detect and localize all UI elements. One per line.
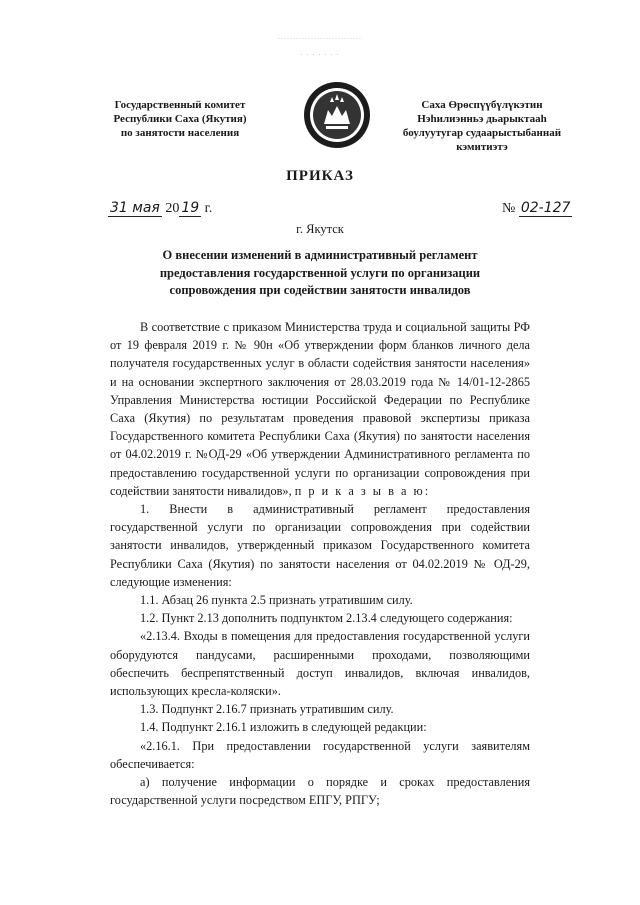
header-left-org — [80, 98, 280, 140]
header-right-line: боулуутугар судаарыстыбаннай — [402, 127, 562, 139]
body-paragraph: 1.2. Пункт 2.13 дополнить подпунктом 2.13.4 следующего содержания: — [140, 611, 513, 626]
body-paragraph — [110, 318, 530, 500]
body-paragraph: 1. Внести в административный регламент предоставления государственной услуги по организации сопровождения при содействии занятости инвалидов, утвержденный приказом Государственного комитета Республики Саха (Якутия) по занятости населения от 04.02.2019 № ОД-29, следующие изменения: — [110, 502, 530, 589]
order-body — [110, 318, 530, 809]
body-paragraph: 1.4. Подпункт 2.16.1 изложить в следующей редакции: — [140, 720, 427, 735]
body-paragraph: «2.13.4. Входы в помещения для предоставления государственной услуги оборудуются пандусами, расширенными проходами, позволяющими обеспечить беспрепятственный доступ инвалидов, включая инвалидов, использующих кресла-коляски». — [110, 629, 530, 699]
order-subject — [100, 247, 540, 300]
header-right-line: Саха Өрөспүүбүлүкэтин — [421, 99, 543, 111]
number-symbol: № — [502, 201, 516, 216]
coat-of-arms-emblem — [302, 80, 372, 150]
body-paragraph: а) получение информации о порядке и сроках предоставления государственной услуги посредством ЕПГУ, РПГУ; — [110, 775, 530, 808]
header-right-line: кэмитиэтэ — [456, 141, 508, 153]
faint-mark-second: . . . . . . . — [300, 48, 340, 57]
body-paragraph: 1.3. Подпункт 2.16.7 признать утратившим силу. — [140, 702, 394, 717]
order-verb: п р и к а з ы в а ю: — [294, 483, 431, 498]
body-paragraph: 1.1. Абзац 26 пункта 2.5 признать утратившим силу. — [140, 593, 413, 608]
faint-mark-top: ............................ — [278, 32, 362, 41]
date-year-suffix: 19 — [181, 200, 200, 216]
header-left-line: Республики Саха (Якутия) — [113, 113, 247, 125]
header-left-line: Государственный комитет — [114, 99, 246, 111]
subject-line: предоставления государственной услуги по организации — [159, 265, 481, 280]
subject-line: сопровождения при содействии занятости инвалидов — [169, 283, 471, 297]
document-type-title: ПРИКАЗ — [286, 168, 354, 184]
date-year-prefix: 20 — [165, 201, 180, 216]
header-right-line: Нэһилиэнньэ дьарыктааһ — [417, 113, 547, 125]
date-day-month: 31 мая — [110, 200, 160, 216]
header-right-org — [382, 98, 582, 154]
number-value: 02-127 — [520, 200, 571, 216]
subject-line: О внесении изменений в административный регламент — [162, 248, 478, 262]
header-left-line: по занятости населения — [120, 127, 240, 139]
order-date — [108, 200, 212, 217]
order-number — [502, 200, 572, 217]
date-year-abbr: г. — [204, 201, 213, 216]
body-paragraph: «2.16.1. При предоставлении государственной услуги заявителям обеспечивается: — [110, 738, 530, 771]
city-line: г. Якутск — [296, 222, 344, 236]
preamble-text: В соответствие с приказом Министерства труда и социальной защиты РФ от 19 февраля 2019 г. № 90н «Об утверждении форм бланков личного дела получателя государственных услуг в области содействия занятости населения» и на основании экспертного заключения от 28.03.2019 года № 14/01-12-2865 Управления Министерства юстиции Российской Федерации по Республике Саха (Якутия) по результатам проведения правовой экспертизы приказа Государственного комитета Республики Саха (Якутия) по занятости населения от 04.02.2019 г. №ОД-29 «Об утверждении Административного регламента по предоставлению государственной услуги по организации сопровождения при содействии занятости нивалидов», — [110, 320, 530, 498]
